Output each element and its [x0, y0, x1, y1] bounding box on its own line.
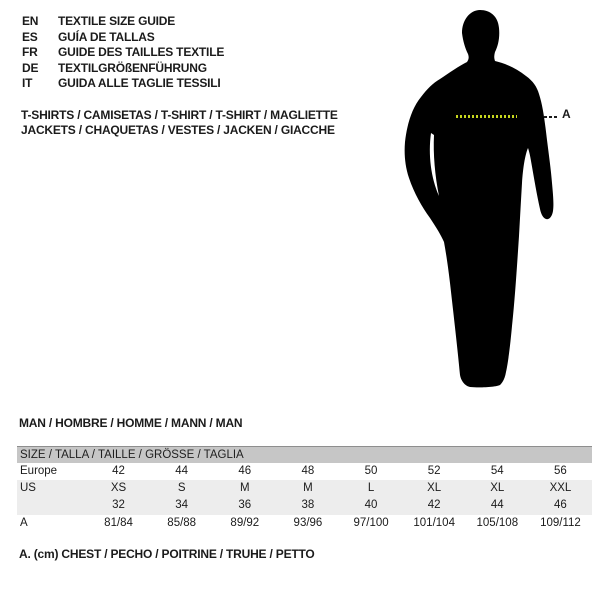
- table-row-chest: [17, 515, 592, 532]
- size-table-header: SIZE / TALLA / TAILLE / GRÖSSE / TAGLIA: [17, 446, 592, 463]
- language-code: DE: [22, 60, 39, 75]
- cell: 101/104: [413, 516, 455, 529]
- cell: L: [367, 482, 375, 495]
- cell: 40: [364, 499, 378, 512]
- language-row-it: [22, 76, 224, 92]
- category-line-jackets: JACKETS / CHAQUETAS / VESTES / JACKEN / GIACCHE: [21, 123, 335, 138]
- language-row-de: [22, 61, 224, 77]
- cell: XL: [490, 482, 505, 495]
- language-label: GUIDE DES TAILLES TEXTILE: [58, 45, 225, 60]
- cell: 105/108: [476, 516, 519, 529]
- man-silhouette: [400, 8, 570, 390]
- category-block: [21, 108, 338, 138]
- cell: 34: [175, 499, 189, 512]
- cell: 81/84: [104, 516, 133, 529]
- row-label: US: [20, 482, 36, 495]
- cell: 42: [112, 465, 125, 477]
- cell: S: [177, 482, 186, 495]
- category-line-tshirts: T-SHIRTS / CAMISETAS / T-SHIRT / T-SHIRT / MAGLIETTE: [21, 108, 338, 122]
- cell: 46: [238, 465, 252, 477]
- cell: 54: [490, 465, 504, 477]
- cell: XL: [427, 482, 442, 495]
- table-row-europe: [17, 463, 592, 480]
- measurement-footnote: A. (cm) CHEST / PECHO / POITRINE / TRUHE / PETTO: [19, 547, 315, 561]
- cell: M: [303, 482, 313, 495]
- language-list: [22, 14, 224, 92]
- cell: 50: [364, 465, 378, 477]
- language-row-en: [22, 14, 224, 30]
- cell: 32: [112, 499, 125, 512]
- table-row-us: [17, 480, 592, 497]
- language-row-es: [22, 30, 224, 46]
- cell: 97/100: [353, 516, 389, 529]
- chest-measure-line: [456, 115, 517, 118]
- language-row-fr: [22, 45, 224, 61]
- cell: XXL: [549, 482, 572, 495]
- language-label: GUIDA ALLE TAGLIE TESSILI: [58, 76, 221, 91]
- language-code: IT: [22, 76, 33, 91]
- cell: 36: [238, 499, 252, 512]
- cell: 44: [175, 465, 189, 477]
- cell: 42: [427, 499, 441, 512]
- table-row-uk: [17, 497, 592, 514]
- cell: 52: [427, 465, 441, 477]
- language-code: FR: [22, 45, 38, 60]
- gender-heading: MAN / HOMBRE / HOMME / MANN / MAN: [19, 416, 243, 430]
- language-code: ES: [22, 29, 38, 44]
- language-label: GUÍA DE TALLAS: [58, 29, 155, 44]
- language-label: TEXTILGRÖßENFÜHRUNG: [58, 60, 207, 75]
- measure-callout-dashes: [544, 116, 559, 118]
- cell: 109/112: [540, 516, 581, 529]
- size-table: [17, 446, 592, 532]
- row-label: A: [20, 516, 28, 529]
- cell: 38: [301, 499, 315, 512]
- measure-label-a: A: [562, 107, 571, 121]
- language-code: EN: [22, 14, 39, 28]
- cell: 46: [554, 499, 567, 512]
- cell: M: [240, 482, 250, 495]
- cell: 44: [490, 499, 504, 512]
- cell: 56: [554, 465, 567, 477]
- row-label: [17, 497, 87, 514]
- cell: 48: [301, 465, 315, 477]
- row-label: Europe: [20, 465, 58, 477]
- cell: XS: [110, 482, 127, 495]
- cell: 89/92: [230, 516, 260, 529]
- language-label: TEXTILE SIZE GUIDE: [58, 14, 176, 28]
- cell: 85/88: [167, 516, 197, 529]
- cell: 93/96: [293, 516, 323, 529]
